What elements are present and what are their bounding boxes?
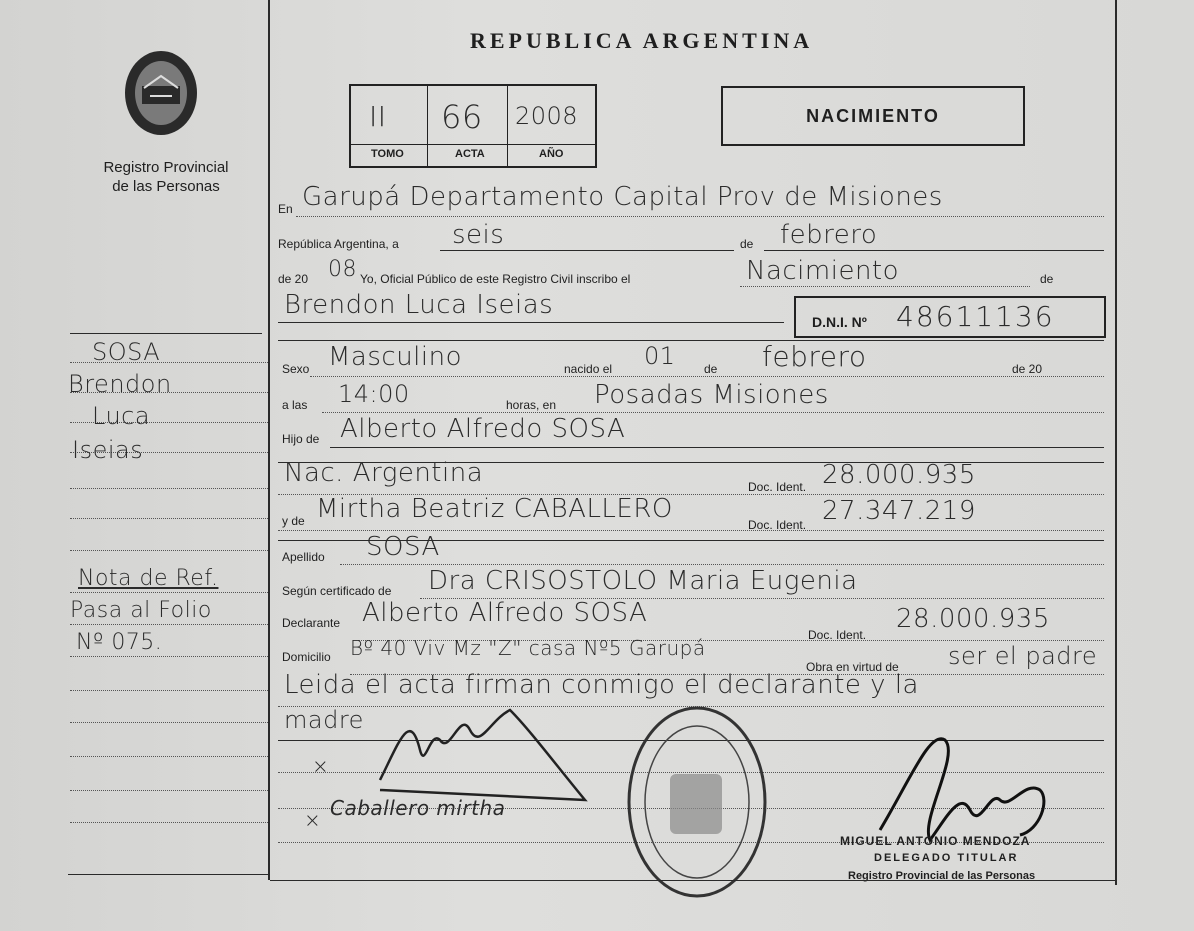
de-label-2: de <box>1040 272 1054 286</box>
acta-value: 66 <box>441 98 483 136</box>
x-mark-2: × <box>304 808 322 832</box>
officer-name: MIGUEL ANTONIO MENDOZA <box>840 834 1031 848</box>
record-type-box <box>721 86 1025 146</box>
yde-label: y de <box>282 514 305 528</box>
decl-label: Declarante <box>282 616 341 630</box>
dni-box <box>794 296 1106 338</box>
domicilio-value: Bº 40 Viv Mz "Z" casa Nº5 Garupá <box>350 636 706 660</box>
madre-doc: 27.347.219 <box>822 496 976 526</box>
year-value: 08 <box>328 257 357 282</box>
sexo-value: Masculino <box>328 342 463 372</box>
anio-label: AÑO <box>539 148 564 160</box>
doc-label-1: Doc. Ident. <box>748 480 807 494</box>
apellido-value: SOSA <box>366 532 440 562</box>
alas-label: a las <box>282 398 308 412</box>
mother-signature: Caballero mirtha <box>330 796 506 820</box>
left-surname: SOSA <box>92 338 161 366</box>
anio-value: 2008 <box>515 102 579 130</box>
sexo-label: Sexo <box>282 362 310 376</box>
left-note-1: Nota de Ref. <box>78 566 219 591</box>
dni-value: 48611136 <box>896 300 1055 333</box>
column-divider <box>268 0 270 880</box>
leida-text: Leida el acta firman conmigo el declarante y la <box>284 670 919 700</box>
de-label-1: de <box>740 237 754 251</box>
de20-label-b: de 20 <box>1012 362 1043 376</box>
inscribo-value: Nacimiento <box>746 256 900 286</box>
birth-day: 01 <box>644 342 676 370</box>
left-name-1: Brendon <box>68 370 172 398</box>
obra-label: Obra en virtud de <box>806 660 899 674</box>
child-name: Brendon Luca Iseias <box>284 290 554 320</box>
madre-name: Mirtha Beatriz CABALLERO <box>316 494 673 524</box>
dom-label: Domicilio <box>282 650 331 664</box>
official-stamp-icon <box>622 702 772 902</box>
left-note-3: Nº 075. <box>76 630 163 655</box>
en-label: En <box>278 202 293 216</box>
rep-label: República Argentina, a <box>278 237 399 251</box>
padre-doc: 28.000.935 <box>822 460 976 490</box>
padre-name: Alberto Alfredo SOSA <box>340 414 626 444</box>
horas-label: horas, en <box>506 398 557 412</box>
month-value: febrero <box>780 220 878 250</box>
tomo-label: TOMO <box>371 148 404 160</box>
day-value: seis <box>452 220 505 250</box>
obra-value: ser el padre <box>948 642 1098 670</box>
country-title: REPUBLICA ARGENTINA <box>470 28 814 53</box>
acta-label: ACTA <box>455 148 485 160</box>
madre-word: madre <box>284 706 364 734</box>
hora-value: 14:00 <box>338 380 410 408</box>
doc-label-2: Doc. Ident. <box>748 518 807 532</box>
de20-label: de 20 <box>278 272 309 286</box>
yo-label: Yo, Oficial Público de este Registro Civil inscribo el <box>360 272 631 286</box>
record-id-box <box>349 84 597 168</box>
cert-value: Dra CRISOSTOLO Maria Eugenia <box>428 566 858 596</box>
left-name-3: Iseias <box>72 436 144 464</box>
left-note-2: Pasa al Folio <box>70 598 212 623</box>
en-value: Garupá Departamento Capital Prov de Misiones <box>302 182 943 212</box>
hijo-label: Hijo de <box>282 432 320 446</box>
cert-label: Según certificado de <box>282 584 392 598</box>
left-name-2: Luca <box>92 402 151 430</box>
right-border <box>1115 0 1117 885</box>
doc-label-3: Doc. Ident. <box>808 628 867 642</box>
declarante-name: Alberto Alfredo SOSA <box>362 598 648 628</box>
de-label-3: de <box>704 362 718 376</box>
officer-role: DELEGADO TITULAR <box>874 852 1019 864</box>
officer-org: Registro Provincial de las Personas <box>848 870 1036 882</box>
declarant-signature <box>360 700 600 810</box>
record-type: NACIMIENTO <box>806 106 940 126</box>
province-seal-icon <box>120 46 202 140</box>
padre-nac: Nac. Argentina <box>284 458 484 488</box>
lugar-value: Posadas Misiones <box>594 380 829 410</box>
x-mark-1: × <box>312 754 330 778</box>
decl-doc: 28.000.935 <box>896 604 1050 634</box>
tomo-value: II <box>369 100 387 133</box>
nacido-label: nacido el <box>564 362 613 376</box>
apellido-label: Apellido <box>282 550 325 564</box>
registry-name: Registro Provincial de las Personas <box>103 159 229 195</box>
dni-label: D.N.I. Nº <box>812 314 867 330</box>
birth-month: febrero <box>762 340 867 373</box>
